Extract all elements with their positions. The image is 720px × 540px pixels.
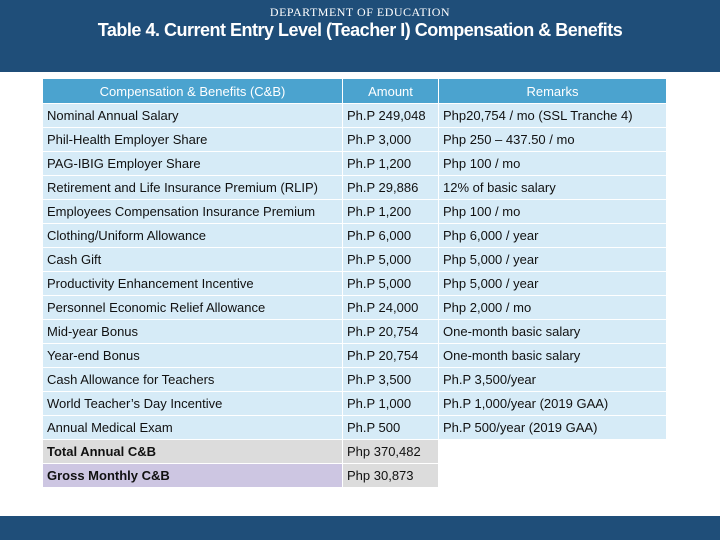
row-label: Clothing/Uniform Allowance xyxy=(43,224,343,248)
row-remarks: One-month basic salary xyxy=(439,320,667,344)
row-amount: Ph.P 5,000 xyxy=(343,272,439,296)
row-remarks: Php20,754 / mo (SSL Tranche 4) xyxy=(439,104,667,128)
row-label: Productivity Enhancement Incentive xyxy=(43,272,343,296)
total-row xyxy=(43,440,667,464)
row-amount: Ph.P 1,200 xyxy=(343,152,439,176)
row-amount: Ph.P 29,886 xyxy=(343,176,439,200)
row-label: Cash Gift xyxy=(43,248,343,272)
row-amount: Ph.P 1,000 xyxy=(343,392,439,416)
table-row xyxy=(43,128,667,152)
row-label: Phil-Health Employer Share xyxy=(43,128,343,152)
table-row xyxy=(43,320,667,344)
row-remarks: Ph.P 1,000/year (2019 GAA) xyxy=(439,392,667,416)
row-remarks: 12% of basic salary xyxy=(439,176,667,200)
table-row xyxy=(43,176,667,200)
column-header-cb: Compensation & Benefits (C&B) xyxy=(43,79,343,104)
table-row xyxy=(43,296,667,320)
column-header-amount: Amount xyxy=(343,79,439,104)
total-label: Total Annual C&B xyxy=(43,440,343,464)
row-remarks: Php 6,000 / year xyxy=(439,224,667,248)
row-amount: Ph.P 20,754 xyxy=(343,320,439,344)
table-header-row xyxy=(43,79,667,104)
row-remarks: Php 100 / mo xyxy=(439,152,667,176)
table-row xyxy=(43,224,667,248)
table-row xyxy=(43,104,667,128)
row-amount: Ph.P 6,000 xyxy=(343,224,439,248)
row-remarks: One-month basic salary xyxy=(439,344,667,368)
row-label: Mid-year Bonus xyxy=(43,320,343,344)
row-label: Annual Medical Exam xyxy=(43,416,343,440)
row-remarks: Php 5,000 / year xyxy=(439,272,667,296)
row-label: PAG-IBIG Employer Share xyxy=(43,152,343,176)
total-remarks xyxy=(439,440,667,464)
column-header-remarks: Remarks xyxy=(439,79,667,104)
table-row xyxy=(43,392,667,416)
footer-text: DEPARTMENT OF EDUCATION xyxy=(269,5,451,19)
footer-banner xyxy=(0,516,720,540)
row-label: Year-end Bonus xyxy=(43,344,343,368)
table-row xyxy=(43,272,667,296)
compensation-table xyxy=(42,78,667,488)
row-amount: Ph.P 1,200 xyxy=(343,200,439,224)
row-label: Cash Allowance for Teachers xyxy=(43,368,343,392)
row-remarks: Ph.P 3,500/year xyxy=(439,368,667,392)
table-row xyxy=(43,248,667,272)
row-remarks: Php 2,000 / mo xyxy=(439,296,667,320)
gross-remarks xyxy=(439,464,667,488)
row-label: World Teacher’s Day Incentive xyxy=(43,392,343,416)
gross-amount: Php 30,873 xyxy=(343,464,439,488)
row-amount: Ph.P 20,754 xyxy=(343,344,439,368)
row-amount: Ph.P 249,048 xyxy=(343,104,439,128)
table-row xyxy=(43,416,667,440)
total-amount: Php 370,482 xyxy=(343,440,439,464)
row-label: Nominal Annual Salary xyxy=(43,104,343,128)
row-label: Personnel Economic Relief Allowance xyxy=(43,296,343,320)
gross-row xyxy=(43,464,667,488)
row-remarks: Php 100 / mo xyxy=(439,200,667,224)
table-row xyxy=(43,344,667,368)
row-remarks: Php 250 – 437.50 / mo xyxy=(439,128,667,152)
row-amount: Ph.P 5,000 xyxy=(343,248,439,272)
table-row xyxy=(43,200,667,224)
row-amount: Ph.P 3,500 xyxy=(343,368,439,392)
table-row xyxy=(43,152,667,176)
row-remarks: Ph.P 500/year (2019 GAA) xyxy=(439,416,667,440)
row-label: Retirement and Life Insurance Premium (RLIP) xyxy=(43,176,343,200)
table-row xyxy=(43,368,667,392)
row-amount: Ph.P 500 xyxy=(343,416,439,440)
row-label: Employees Compensation Insurance Premium xyxy=(43,200,343,224)
gross-label: Gross Monthly C&B xyxy=(43,464,343,488)
row-remarks: Php 5,000 / year xyxy=(439,248,667,272)
row-amount: Ph.P 3,000 xyxy=(343,128,439,152)
row-amount: Ph.P 24,000 xyxy=(343,296,439,320)
page-title: Table 4. Current Entry Level (Teacher I) Compensation & Benefits xyxy=(97,20,623,40)
